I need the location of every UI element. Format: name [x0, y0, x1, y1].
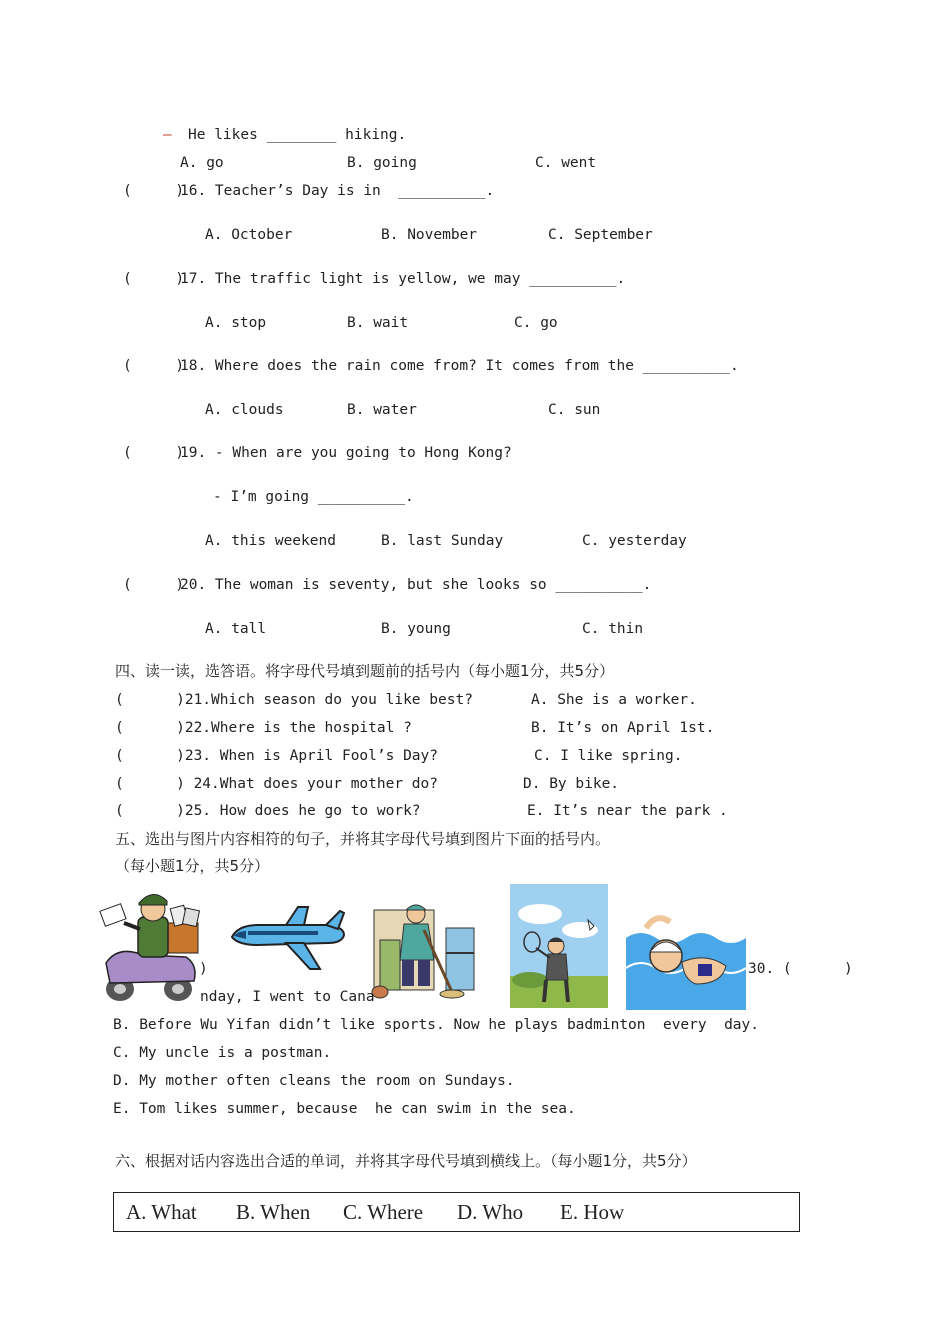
s4-question-22[interactable]: ( )22.Where is the hospital ? [115, 720, 412, 736]
airplane-image [228, 903, 348, 973]
section-5-subtitle: （每小题1分，共5分） [115, 857, 270, 875]
q20-answer-paren[interactable]: ( ) [123, 577, 185, 593]
q18-option-c: C. sun [548, 402, 601, 418]
s5-sentence-e: E. Tom likes summer, because he can swim in the sea. [113, 1101, 576, 1117]
q17-answer-paren[interactable]: ( ) [123, 271, 185, 287]
question-16-text: 16. Teacher’s Day is in __________. [180, 183, 495, 199]
q20-option-b: B. young [381, 621, 451, 637]
q19-option-a: A. this weekend [205, 533, 336, 549]
s4-question-23[interactable]: ( )23. When is April Fool’s Day? [115, 748, 439, 764]
s4-question-24[interactable]: ( ) 24.What does your mother do? [115, 776, 439, 792]
question-17-text: 17. The traffic light is yellow, we may __________. [180, 271, 626, 287]
s4-answer-d: D. By bike. [523, 776, 620, 792]
q15-option-a: A. go [180, 155, 224, 171]
section-4-title: 四、读一读，选答语。将字母代号填到题前的括号内（每小题1分，共5分） [115, 662, 615, 680]
q17-option-b: B. wait [347, 315, 409, 331]
s4-question-25[interactable]: ( )25. How does he go to work? [115, 803, 421, 819]
section-6-title: 六、根据对话内容选出合适的单词，并将其字母代号填到横线上。（每小题1分，共5分） [115, 1152, 697, 1170]
q16-option-a: A. October [205, 227, 293, 243]
q18-option-a: A. clouds [205, 402, 284, 418]
question-15-text: He likes ________ hiking. [188, 127, 407, 143]
answer-dash: — [163, 127, 172, 143]
word-bank-e: E. How [560, 1200, 625, 1224]
s5-sentence-c: C. My uncle is a postman. [113, 1045, 332, 1061]
word-bank-d: D. Who [457, 1200, 524, 1224]
postman-scooter-image [98, 885, 203, 1003]
q15-option-c: C. went [535, 155, 597, 171]
badminton-image [510, 884, 608, 1008]
q19-option-c: C. yesterday [582, 533, 687, 549]
q19-answer-paren[interactable]: ( ) [123, 445, 185, 461]
s5-sentence-d: D. My mother often cleans the room on Sundays. [113, 1073, 515, 1089]
question-20-text: 20. The woman is seventy, but she looks so __________. [180, 577, 652, 593]
q16-option-b: B. November [381, 227, 478, 243]
word-bank-b: B. When [236, 1200, 311, 1224]
s4-answer-b: B. It’s on April 1st. [531, 720, 715, 736]
picture-5-answer-paren[interactable]: 30. ( ) [748, 961, 853, 977]
section-5-title: 五、选出与图片内容相符的句子，并将其字母代号填到图片下面的括号内。 [115, 830, 611, 848]
q19-option-b: B. last Sunday [381, 533, 504, 549]
q18-answer-paren[interactable]: ( ) [123, 358, 185, 374]
q20-option-a: A. tall [205, 621, 267, 637]
q16-option-c: C. September [548, 227, 653, 243]
q17-option-c: C. go [514, 315, 558, 331]
s4-answer-e: E. It’s near the park . [527, 803, 728, 819]
s5-sentence-a: nday, I went to Cana [200, 989, 375, 1005]
s4-question-21[interactable]: ( )21.Which season do you like best? [115, 692, 473, 708]
question-18-text: 18. Where does the rain come from? It comes from the __________. [180, 358, 739, 374]
s4-answer-c: C. I like spring. [534, 748, 683, 764]
q18-option-b: B. water [347, 402, 417, 418]
picture-1-answer-paren[interactable]: ) [199, 961, 208, 977]
q20-option-c: C. thin [582, 621, 644, 637]
q15-option-b: B. going [347, 155, 417, 171]
question-19-text: 19. - When are you going to Hong Kong? [180, 445, 512, 461]
q17-option-a: A. stop [205, 315, 267, 331]
cleaning-room-image [368, 900, 480, 1000]
s5-sentence-b: B. Before Wu Yifan didn’t like sports. Now he plays badminton every day. [113, 1017, 760, 1033]
word-bank-c: C. Where [343, 1200, 424, 1224]
q16-answer-paren[interactable]: ( ) [123, 183, 185, 199]
s4-answer-a: A. She is a worker. [531, 692, 697, 708]
swimming-image [626, 908, 746, 1010]
question-19-reply: - I’m going __________. [213, 489, 414, 505]
word-bank-a: A. What [126, 1200, 197, 1224]
